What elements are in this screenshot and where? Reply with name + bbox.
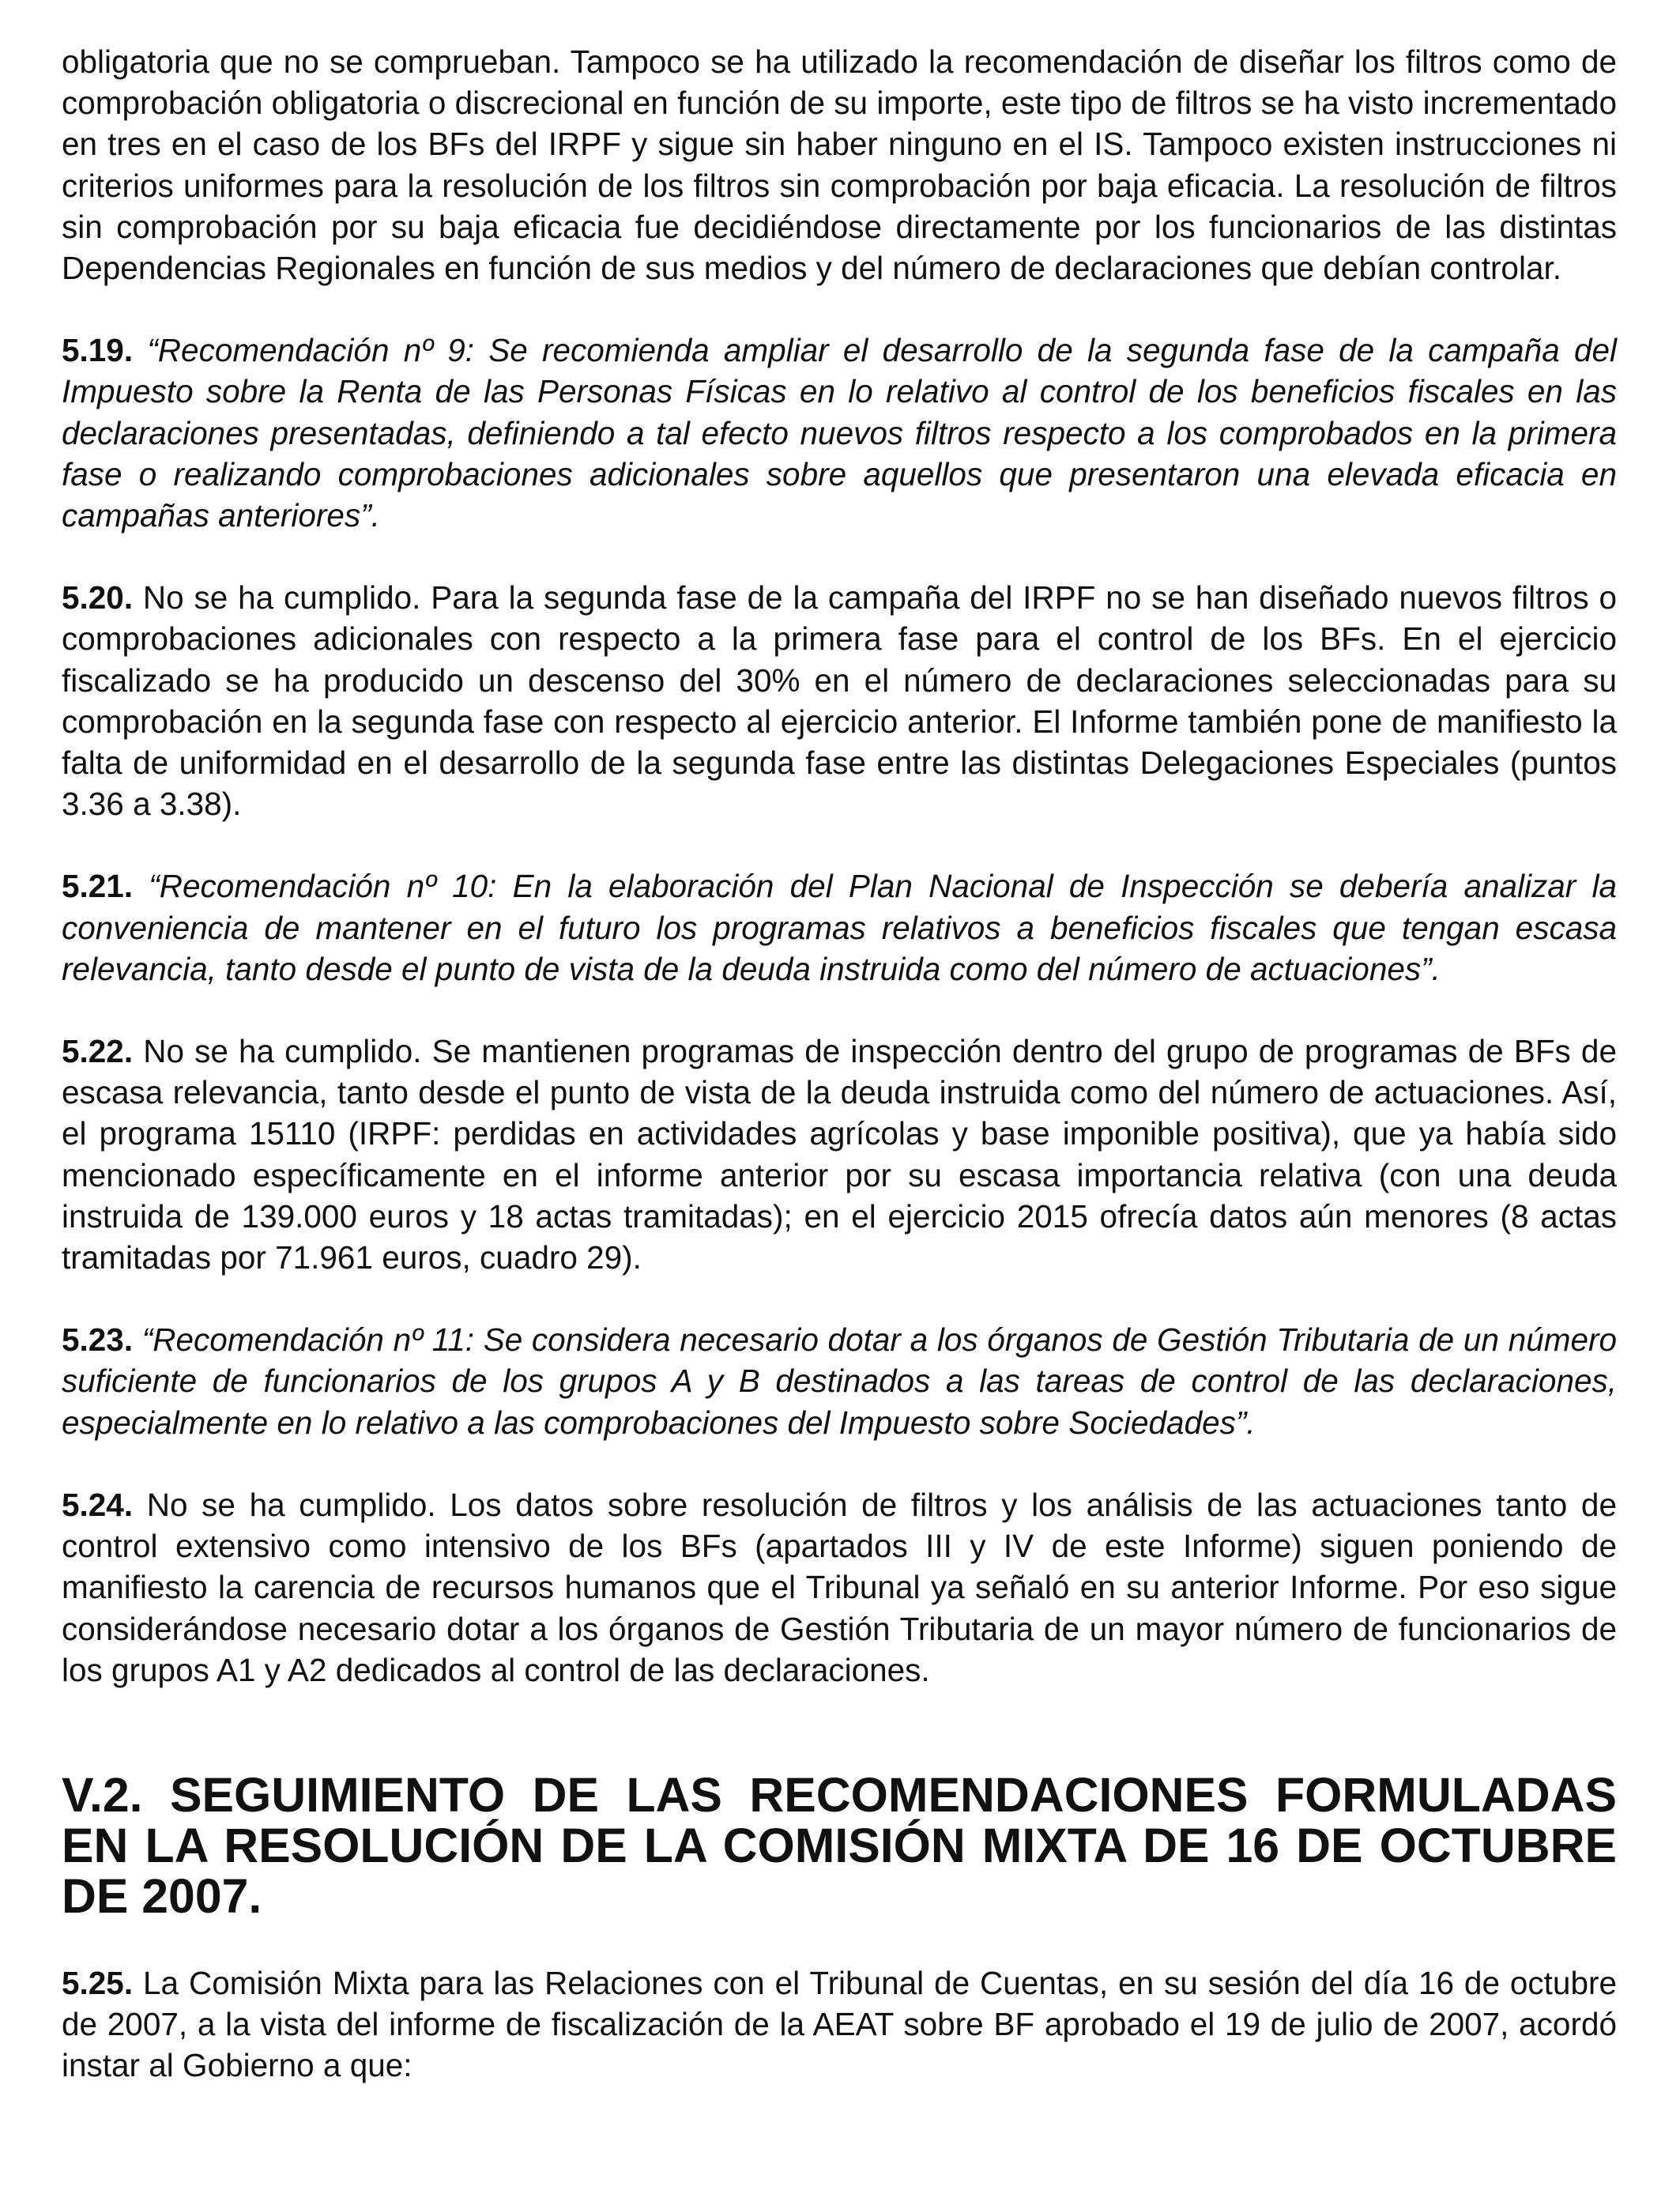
paragraph-text: No se ha cumplido. Se mantienen programas de inspección dentro del grupo de programas de BFs de escasa relevancia, tanto desde el punto de vista de la deuda instruida como del número de actuaciones. Así, el programa 15110 (IRPF: perdidas en actividades agrícolas y base imponible positiva), que ya había sido mencionado específicamente en el informe anterior por su escasa importancia relativa (con una deuda instruida de 139.000 euros y 18 actas tramitadas); en el ejercicio 2015 ofrecía datos aún menores (8 actas tramitadas por 71.961 euros, cuadro 29). — [62, 1033, 1617, 1276]
paragraph-number: 5.19. — [62, 332, 134, 369]
paragraph-5-25 — [62, 1962, 1617, 2087]
paragraph-5-21 — [62, 865, 1617, 990]
paragraph-text: No se ha cumplido. Los datos sobre resolución de filtros y los análisis de las actuaciones tanto de control extensivo como intensivo de los BFs (apartados III y IV de este Informe) siguen poniendo de manifiesto la carencia de recursos humanos que el Tribunal ya señaló en su anterior Informe. Por eso sigue considerándose necesario dotar a los órganos de Gestión Tributaria de un mayor número de funcionarios de los grupos A1 y A2 dedicados al control de las declaraciones. — [62, 1486, 1617, 1688]
paragraph-5-20 — [62, 577, 1617, 824]
paragraph-number: 5.24. — [62, 1486, 134, 1523]
recommendation-quote: “Recomendación nº 10: En la elaboración del Plan Nacional de Inspección se debería analizar la conveniencia de mantener en el futuro los programas relativos a beneficios fiscales que tengan escasa relevancia, tanto desde el punto de vista de la deuda instruida como del número de actuaciones”. — [62, 868, 1617, 987]
paragraph-number: 5.25. — [62, 1964, 134, 2001]
section-heading-v2: V.2. SEGUIMIENTO DE LAS RECOMENDACIONES FORMULADAS EN LA RESOLUCIÓN DE LA COMISIÓN MIXTA DE 16 DE OCTUBRE DE 2007. — [62, 1767, 1617, 1923]
recommendation-quote: “Recomendación nº 9: Se recomienda ampliar el desarrollo de la segunda fase de la campaña del Impuesto sobre la Renta de las Personas Físicas en lo relativo al control de los beneficios fiscales en las declaraciones presentadas, definiendo a tal efecto nuevos filtros respecto a los comprobados en la primera fase o realizando comprobaciones adicionales sobre aquellos que presentaron una elevada eficacia en campañas anteriores”. — [62, 332, 1617, 534]
document-page — [62, 41, 1617, 2128]
paragraph-text: obligatoria que no se comprueban. Tampoco se ha utilizado la recomendación de diseñar los filtros como de comprobación obligatoria o discrecional en función de su importe, este tipo de filtros se ha visto incrementado en tres en el caso de los BFs del IRPF y sigue sin haber ninguno en el IS. Tampoco existen instrucciones ni criterios uniformes para la resolución de los filtros sin comprobación por baja eficacia. La resolución de filtros sin comprobación por su baja eficacia fue decidiéndose directamente por los funcionarios de las distintas Dependencias Regionales en función de sus medios y del número de declaraciones que debían controlar. — [62, 43, 1617, 287]
paragraph-continuation — [62, 41, 1617, 288]
paragraph-number: 5.21. — [62, 868, 134, 905]
paragraph-5-23 — [62, 1319, 1617, 1443]
paragraph-number: 5.20. — [62, 579, 134, 616]
paragraph-5-24 — [62, 1484, 1617, 1691]
paragraph-text: No se ha cumplido. Para la segunda fase de la campaña del IRPF no se han diseñado nuevos filtros o comprobaciones adicionales con respecto a la primera fase para el control de los BFs. En el ejercicio fiscalizado se ha producido un descenso del 30% en el número de declaraciones seleccionadas para su comprobación en la segunda fase con respecto al ejercicio anterior. El Informe también pone de manifiesto la falta de uniformidad en el desarrollo de la segunda fase entre las distintas Delegaciones Especiales (puntos 3.36 a 3.38). — [62, 579, 1617, 823]
paragraph-number: 5.22. — [62, 1033, 134, 1070]
recommendation-quote: “Recomendación nº 11: Se considera necesario dotar a los órganos de Gestión Tributaria de un número suficiente de funcionarios de los grupos A y B destinados a las tareas de control de las declaraciones, especialmente en lo relativo a las comprobaciones del Impuesto sobre Sociedades”. — [62, 1321, 1617, 1441]
paragraph-number: 5.23. — [62, 1321, 134, 1359]
paragraph-5-22 — [62, 1031, 1617, 1278]
paragraph-text: La Comisión Mixta para las Relaciones con el Tribunal de Cuentas, en su sesión del día 16 de octubre de 2007, a la vista del informe de fiscalización de la AEAT sobre BF aprobado el 19 de julio de 2007, acordó instar al Gobierno a que: — [62, 1964, 1617, 2084]
paragraph-5-19 — [62, 330, 1617, 536]
